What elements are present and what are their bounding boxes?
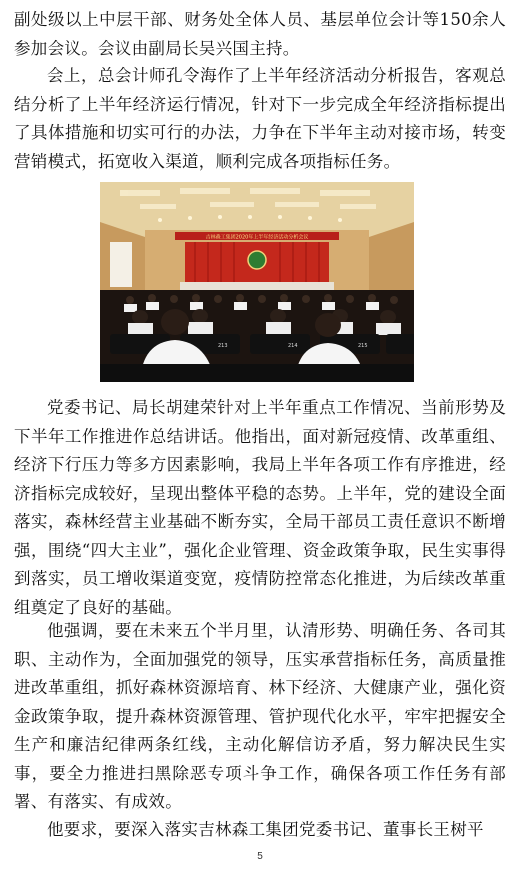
meeting-photo [100, 182, 414, 382]
seat-number-1: 213 [218, 343, 228, 349]
paragraph-report: 会上，总会计师孔令海作了上半年经济活动分析报告，客观总结分析了上半年经济运行情况，针对下一步完成全年经济指标提出了具体措施和切实可行的办法，力争在下半年主动对接市场，转变营销模式，拓宽收入渠道，顺利完成各项指标任务。 [14, 66, 506, 171]
paragraph-requirements: 他要求，要深入落实吉林森工集团党委书记、董事长王树平 [47, 820, 484, 839]
paragraph-speech: 党委书记、局长胡建荣针对上半年重点工作情况、当前形势及下半年工作推进作总结讲话。他指出，面对新冠疫情、改革重组、经济下行压力等多方因素影响，我局上半年各项工作有序推进，经济指标完成较好，呈现出整体平稳的态势。上半年，党的建设全面落实，森林经营主业基础不断夯实，全局干部员工责任意识不断增强，围绕“四大主业”，强化企业管理、资金政策争取，民生实事得到落实，员工增收渠道变宽，疫情防控常态化推进，为后续改革重组奠定了良好的基础。 [14, 398, 506, 617]
paragraph-emphasis: 他强调，要在未来五个半月里，认清形势、明确任务、各司其职、主动作为，全面加强党的领导，压实承营指标任务，高质量推进改革重组，抓好森林资源培育、林下经济、大健康产业，强化资金政策争取，提升森林资源管理、管护现代化水平，牢牢把握安全生产和廉洁纪律两条红线，主动化解信访矛盾，努力解决民生实事，要全力推进扫黑除恶专项斗争工作，确保各项工作任务有部署、有落实、有成效。 [14, 621, 506, 811]
banner-text: 吉林森工集团2020年上半年经济活动分析会议 [205, 234, 309, 241]
paragraph-attendees: 副处级以上中层干部、财务处全体人员、基层单位会计等150余人参加会议。会议由副局长吴兴国主持。 [14, 10, 506, 58]
seat-number-2: 214 [288, 343, 298, 349]
page-number: 5 [257, 851, 263, 862]
seat-number-3: 215 [358, 343, 368, 349]
